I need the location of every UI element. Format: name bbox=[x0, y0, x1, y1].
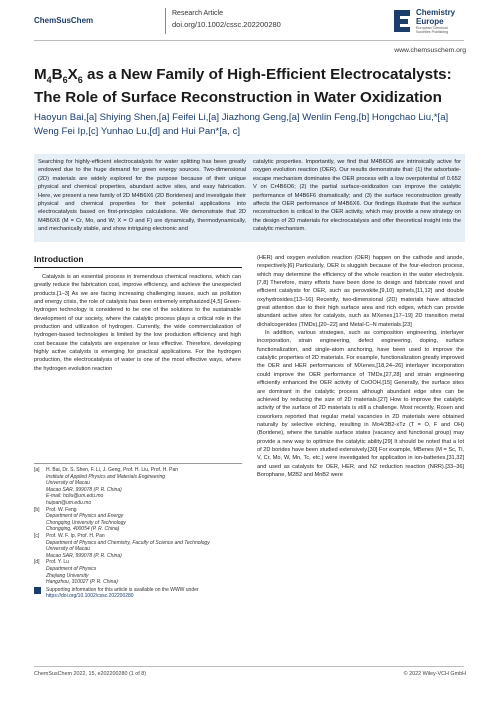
supporting-line1: Supporting information for this article is available on the WWW under bbox=[46, 586, 199, 593]
authors-line1: Haoyun Bai,[a] Shiying Shen,[a] Feifei Li,[a] Jiazhong Geng,[a] Wenlin Feng,[b] Hongchao Liu,*[a] bbox=[34, 112, 449, 123]
email-link[interactable]: huipan@um.edu.mo bbox=[46, 499, 92, 506]
footer-rule bbox=[34, 666, 464, 667]
affiliations bbox=[34, 467, 242, 600]
affiliation-line: Zhejiang University bbox=[46, 572, 89, 579]
header-divider bbox=[165, 8, 166, 34]
chemistry-europe-logo[interactable] bbox=[392, 6, 474, 36]
supporting-link[interactable]: https://doi.org/10.1002/cssc.202200280 bbox=[46, 593, 134, 600]
title-line2: The Role of Surface Reconstruction in Water Oxidization bbox=[34, 89, 442, 107]
intro-paragraph-1: Catalysis is an essential process in tremendous chemical reactions, which can greatly reduce the fabrication cost, improve efficiency, and achieve the unexpected products.[1–3] As we are facing increasing challenging issues, such as pollution and energy crisis, the role of catalysis has been extremely emphasized.[4,5] Green-hydrogen technology is considered to be one of the solutions to the sustainable development of our society, where the catalytic process plays a critical role in the production and utilization of hydrogen. Currently, the wide commercialization of hydrogen-based technologies is limited by the low production efficiency and high cost because the catalysts are expensive or less effective. Therefore, developing highly active catalysts is emerging for practical applications. For the hydrogen production, the electrocatalysis of water is one of the most effective ways, where the hydrogen evolution reaction bbox=[34, 274, 241, 372]
affiliation-line: University of Macau bbox=[46, 480, 90, 487]
affiliation-tag: [d] bbox=[34, 559, 40, 566]
abstract-right: catalytic properties. Importantly, we find that M4B6O6 are intrinsically active for oxygen evolution reaction (OER). Our results demonstrate that: (1) the adsorbate-escape mechanism dominates the OER process with a low overpotential of 0.652 V on Cr4B6O6; (2) the partial surface-oxidization can improve the catalytic performance of M4B6F6 dramatically; and (3) the surface reconstruction greatly affects the OER performance of M4B6X6. Our findings illustrate that the surface reconstruction is critical to the OER activity, which may provide a new strategy on the design of 2D materials for electrocatalysis and offer theoretical insight into the catalytic mechanism. bbox=[253, 159, 461, 233]
affiliation-text bbox=[46, 533, 210, 559]
affiliation-line: Chongqing University of Technology bbox=[46, 519, 126, 526]
logo-sub2: Societies Publishing bbox=[416, 30, 449, 34]
logo-icon bbox=[392, 8, 412, 34]
affiliation-line: Macao SAR, 999078 (P. R. China) bbox=[46, 486, 122, 493]
logo-sub1: European Chemical bbox=[416, 26, 448, 30]
abstract-box bbox=[34, 154, 465, 242]
article-title bbox=[34, 66, 464, 107]
journal-name: ChemSusChem bbox=[34, 16, 94, 25]
affiliation-line: Prof. W. F. Ip, Prof. H. Pan bbox=[46, 532, 105, 539]
affiliation-text bbox=[46, 467, 178, 507]
footer-citation: ChemSusChem 2022, 15, e202200280 (1 of 8) bbox=[34, 671, 147, 677]
intro-right-column bbox=[257, 254, 464, 479]
logo-line1: Chemistry bbox=[416, 8, 456, 17]
author-list bbox=[34, 111, 474, 138]
intro-left-column bbox=[34, 273, 241, 373]
footer-copyright: © 2022 Wiley-VCH GmbH bbox=[403, 671, 466, 677]
header-rule bbox=[34, 40, 464, 41]
affiliation-entry bbox=[34, 507, 242, 533]
intro-paragraph-2: (HER) and oxygen evolution reaction (OER) happen on the cathode and anode, respectively.[6] Particularly, OER is sluggish because of the four-electron process, which may determine the efficiency of the whole reaction in the water electrolysis.[7,8] Therefore, many efforts have been done to design and fabricate novel and efficient catalysts for OER, such as perovskite,[9,10] spinels,[11,12] and double oxyhydroxides.[13–16] Recently, two-dimensional (2D) materials have attracted great attention due to their high surface area and rich edges, which can provide abundant active sites for catalysis, such as MXenes,[17–19] 2D transition metal dichalcogenides (TMDs),[20–22] and Metal-C–N materials.[23] bbox=[257, 255, 464, 328]
article-type: Research Article bbox=[172, 10, 223, 17]
affiliation-line: Institute of Applied Physics and Materials Engineering bbox=[46, 473, 166, 480]
doi-link[interactable]: doi.org/10.1002/cssc.202200280 bbox=[172, 20, 281, 29]
affiliation-entry bbox=[34, 533, 242, 559]
affiliation-entry bbox=[34, 467, 242, 507]
affiliation-rule bbox=[34, 463, 242, 464]
abstract-left: Searching for highly-efficient electrocatalysts for water splitting has been greatly endowed due to the huge demand for green energy sources. Two-dimensional (2D) materials are widely explored for the purpose because of their unique physical and chemical properties, abundant active sites, and easy fabrication. Here, we present a new family of 2D M4B6X6 (2D Boridenes) and investigate their physical and chemical properties for their potential applications into electrocatalysis based on first-principles calculations. We demonstrate that 2D M4B6X6 (M = Cr, Mo, and W; X = O and F) are dynamically, thermodynamically, and mechanically stable, and show intriguing electronic and bbox=[38, 159, 246, 233]
affiliation-line: Hangzhou, 310027 (P. R. China) bbox=[46, 579, 118, 586]
affiliation-tag: [b] bbox=[34, 506, 40, 513]
title-line1: $M_4B_6X_6$ as a New Family of High-Efficient Electrocatalysts: bbox=[34, 66, 452, 86]
affiliation-line: University of Macau bbox=[46, 546, 90, 553]
affiliation-line: Chongqing, 400054 (P. R. China) bbox=[46, 526, 120, 533]
affiliation-line: Department of Physics and Chemistry, Faculty of Science and Technology bbox=[46, 539, 210, 546]
affiliation-tag: [c] bbox=[34, 532, 40, 539]
supporting-info-icon bbox=[34, 587, 41, 594]
affiliation-entry bbox=[34, 559, 242, 585]
logo-line2: Europe bbox=[416, 17, 444, 26]
section-heading: Introduction bbox=[34, 254, 84, 264]
website-link[interactable]: www.chemsuschem.org bbox=[394, 47, 466, 54]
supporting-info bbox=[34, 587, 242, 600]
affiliation-line: H. Bai, Dr. S. Shen, F. Li, J. Geng, Prof. H. Liu, Prof. H. Pan bbox=[46, 467, 178, 473]
affiliation-text bbox=[46, 507, 126, 533]
section-rule bbox=[34, 267, 242, 268]
affiliation-line: Prof. W. Feng bbox=[46, 506, 77, 513]
affiliation-line: Department of Physics and Energy bbox=[46, 513, 124, 520]
intro-paragraph-3: In addition, various strategies, such as composition engineering, interlayer incorporation, strain engineering, defect engineering, doping, surface functionalization, and single-atom anchoring, have been used to improve the catalytic properties of 2D materials. For example, functionalization greatly improved the OER and HER performances of MXenes,[18,24–26] interlayer incorporation could improve the OER performance of TMDs,[27,28] and strain engineering efficiently enhanced the OER activity of CoOOH.[15] Generally, the surface sites are dominant in the catalytic process although abundant edge sites can be achieved by reducing the size of 2D materials.[27] How to improve the catalytic activity of the surface of 2D materials is still a challenge. Most recently, Rosen and coworkers reported that regular metal vacancies in 2D materials were obtained naturally by selective etching, resulting in Mo4/3B2-xTz (T = O, F and OH) (Boridene), where the tunable surface states (vacancy and functional group) may provide a new way to optimize the catalytic ability.[29] It should be noted that a lot of 2D borides have been studied extensively.[30] For example, MBenes (M = Sc, Ti, V, Cr, Mo, W, Mn, Tc, etc.) were investigated for application in ion-batteries,[31,32] and used as catalysts for OER, HER, and N2 reduction reaction (NRR).[33–36] Borophane, M2B2 and MnB2 were bbox=[257, 330, 464, 478]
affiliation-line: Department of Physics bbox=[46, 565, 97, 572]
affiliation-tag: [a] bbox=[34, 467, 40, 473]
affiliation-line: Prof. Y. Lu bbox=[46, 559, 69, 566]
email-link[interactable]: E-mail: hcliu@um.edu.mo bbox=[46, 493, 104, 500]
authors-line2: Weng Fei Ip,[c] Yunhao Lu,[d] and Hui Pan*[a, c] bbox=[34, 125, 241, 137]
affiliation-line: Macao SAR, 999078 (P. R. China) bbox=[46, 552, 122, 559]
affiliation-text bbox=[46, 559, 118, 585]
